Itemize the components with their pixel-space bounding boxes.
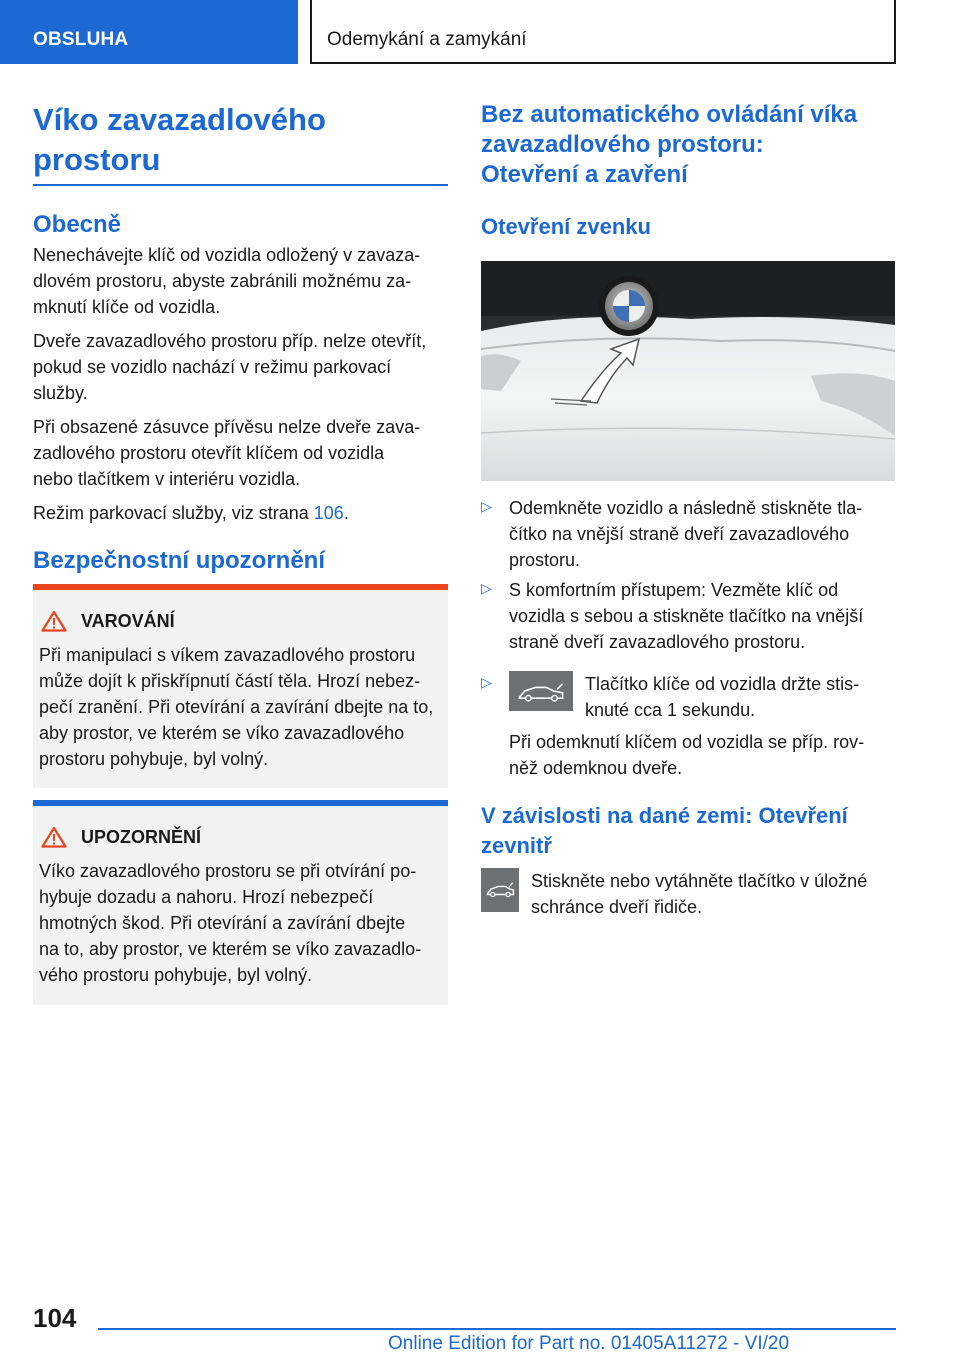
bullet-content xyxy=(509,671,896,781)
title-rule xyxy=(33,184,448,186)
text-line: čítko na vnější straně dveří zavazadlového xyxy=(509,524,850,544)
warning-title: VAROVÁNÍ xyxy=(81,610,175,631)
chapter-header xyxy=(310,0,896,64)
trunk-button-illustration xyxy=(481,261,895,481)
inside-heading xyxy=(481,801,896,861)
notice-box xyxy=(33,800,448,1005)
list-item xyxy=(481,577,896,655)
edition-text: Online Edition for Part no. 01405A11272 - VI/20 xyxy=(388,1333,790,1354)
notice-title: UPOZORNĚNÍ xyxy=(81,826,202,847)
general-paragraph-3 xyxy=(33,414,448,492)
text-line: mknutí klíče od vozidla. xyxy=(33,297,221,317)
text-line: Při odemknutí klíčem od vozidla se příp. rov- xyxy=(509,732,865,752)
text-line: nebo tlačítkem v interiéru vozidla. xyxy=(33,469,301,489)
bullet-triangle-icon: ▷ xyxy=(481,580,492,596)
text-line: pokud se vozidlo nachází v režimu parkovací xyxy=(33,357,392,377)
inside-text xyxy=(531,868,867,920)
chapter-title: Odemykání a zamykání xyxy=(327,29,527,50)
key-button-text xyxy=(585,671,859,723)
text-line: knuté cca 1 sekundu. xyxy=(585,700,756,720)
text-line: pečí zranění. Při otevírání a zavírání dbejte na to, xyxy=(39,697,434,717)
text-line: vozidla s sebou a stiskněte tlačítko na vnější xyxy=(509,606,864,626)
text-line: hmotných škod. Při otevírání a zavírání dbejte xyxy=(39,913,406,933)
text-line: straně dveří zavazadlového prostoru. xyxy=(509,632,806,652)
bullet-text xyxy=(509,495,896,573)
text-line: Tlačítko klíče od vozidla držte stis- xyxy=(585,674,860,694)
text-line: S komfortním přístupem: Vezměte klíč od xyxy=(509,580,839,600)
heading-line: Bez automatického ovládání víka xyxy=(481,101,858,128)
heading-line: V závislosti na dané zemi: Otevření xyxy=(481,803,848,828)
general-heading: Obecně xyxy=(33,211,122,238)
inside-instruction xyxy=(481,868,896,920)
heading-line: Otevření a zavření xyxy=(481,161,688,188)
text-line: může dojít k přiskřípnutí částí těla. Hrozí nebez- xyxy=(39,671,421,691)
heading-line: zevnitř xyxy=(481,833,552,858)
text-line: Dveře zavazadlového prostoru příp. nelze otevřít, xyxy=(33,331,427,351)
footer-rule xyxy=(98,1328,896,1330)
text-line: Víko zavazadlového prostoru se při otvírání po- xyxy=(39,861,417,881)
list-item xyxy=(481,495,896,573)
general-paragraph-4 xyxy=(33,500,448,526)
text-line: aby prostor, ve kterém se víko zavazadlového xyxy=(39,723,405,743)
outside-heading: Otevření zvenku xyxy=(481,214,651,239)
general-paragraph-1 xyxy=(33,242,448,320)
notice-title-row xyxy=(39,824,442,850)
page-title-line-2: prostoru xyxy=(33,142,161,177)
text-line: Při obsazené zásuvce přívěsu nelze dveře zava- xyxy=(33,417,421,437)
left-column xyxy=(33,100,448,576)
notice-text xyxy=(39,858,442,988)
safety-heading: Bezpečnostní upozornění xyxy=(33,547,326,574)
text-line: něž odemknou dveře. xyxy=(509,758,683,778)
text-line: prostoru pohybuje, byl volný. xyxy=(39,749,269,769)
warning-box xyxy=(33,584,448,788)
cross-reference-text: Režim parkovací služby, viz strana xyxy=(33,503,314,523)
text-line: Odemkněte vozidlo a následně stiskněte tla- xyxy=(509,498,863,518)
page-reference-link[interactable]: 106 xyxy=(313,503,344,523)
text-line: vého prostoru pohybuje, byl volný. xyxy=(39,965,313,985)
text-line: dlovém prostoru, abyste zabránili možnému za- xyxy=(33,271,412,291)
warning-triangle-icon xyxy=(41,610,67,632)
page-number: 104 xyxy=(33,1303,77,1333)
bullet-text xyxy=(509,577,896,655)
text-line: hybuje dozadu a nahoru. Hrozí nebezpečí xyxy=(39,887,374,907)
text-line: prostoru. xyxy=(509,550,581,570)
text-line: Nenechávejte klíč od vozidla odložený v zavaza- xyxy=(33,245,421,265)
period: . xyxy=(343,503,349,523)
section-tab xyxy=(0,0,298,64)
list-item xyxy=(481,671,896,781)
text-line: služby. xyxy=(33,383,88,403)
bullet-triangle-icon: ▷ xyxy=(481,498,492,514)
section-label: OBSLUHA xyxy=(33,29,129,50)
bullet-triangle-icon: ▷ xyxy=(481,674,492,690)
right-column xyxy=(481,100,896,242)
warning-title-row xyxy=(39,608,442,634)
key-unlock-note xyxy=(509,729,896,781)
interior-trunk-button-icon xyxy=(481,868,519,912)
page-title-line-1: Víko zavazadlového xyxy=(33,102,326,137)
heading-line: zavazadlového prostoru: xyxy=(481,131,764,158)
warning-text xyxy=(39,642,442,772)
section-heading xyxy=(481,100,896,190)
page-title xyxy=(33,100,448,180)
text-line: schránce dveří řidiče. xyxy=(531,897,703,917)
text-line: Stiskněte nebo vytáhněte tlačítko v úložné xyxy=(531,871,868,891)
key-trunk-button-icon xyxy=(509,671,573,711)
key-button-row xyxy=(509,671,896,723)
general-paragraph-2 xyxy=(33,328,448,406)
text-line: na to, aby prostor, ve kterém se víko zavazadlo- xyxy=(39,939,422,959)
warning-triangle-icon xyxy=(41,826,67,848)
text-line: Při manipulaci s víkem zavazadlového prostoru xyxy=(39,645,416,665)
text-line: zadlového prostoru otevřít klíčem od vozidla xyxy=(33,443,385,463)
